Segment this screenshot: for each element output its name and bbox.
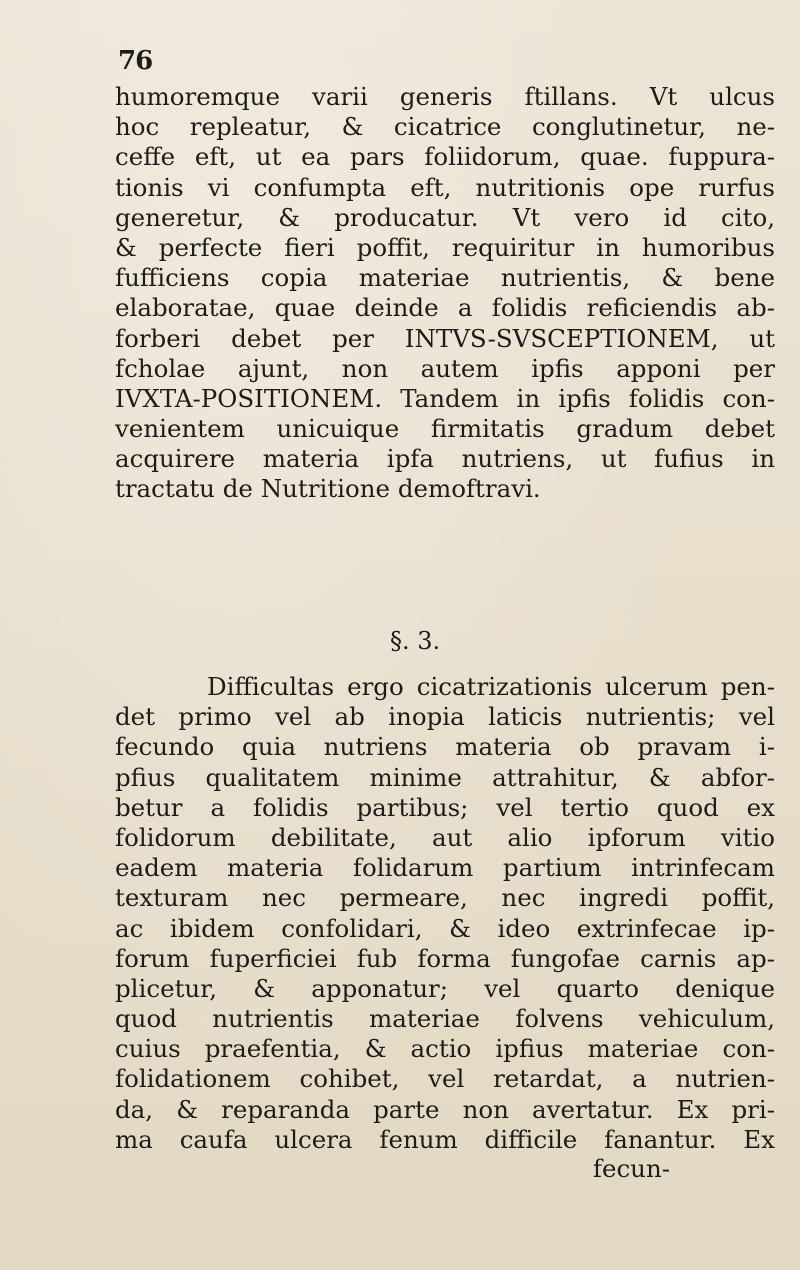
text-line: folidorum debilitate, aut alio ipforum vitio: [115, 822, 775, 852]
text-line: elaboratae, quae deinde a folidis reficiendis ab-: [115, 293, 775, 323]
text-line: eadem materia folidarum partium intrinfecam: [115, 853, 775, 883]
text-line: ac ibidem confolidari, & ideo extrinfecae ip-: [115, 913, 775, 943]
text-line: folidationem cohibet, vel retardat, a nutrien-: [115, 1064, 775, 1094]
text-line: forum fuperficiei fub forma fungofae carnis ap-: [115, 943, 775, 973]
text-line: & perfecte fieri poffit, requiritur in humoribus: [115, 232, 775, 262]
text-line: tractatu de Nutritione demoftravi.: [115, 474, 541, 504]
text-line: hoc repleatur, & cicatrice conglutinetur, ne-: [115, 112, 775, 142]
text-line: det primo vel ab inopia laticis nutrientis; vel: [115, 702, 775, 732]
text-line: pfius qualitatem minime attrahitur, & abfor-: [115, 762, 775, 792]
text-line: humoremque varii generis ftillans. Vt ulcus: [115, 82, 775, 111]
section-heading: §. 3.: [390, 627, 441, 655]
text-line: acquirere materia ipfa nutriens, ut fufius in: [115, 444, 775, 474]
text-line: generetur, & producatur. Vt vero id cito,: [115, 202, 775, 232]
text-line: ma caufa ulcera fenum difficile fanantur. Ex: [115, 1124, 775, 1154]
text-line: fcholae ajunt, non autem ipfis apponi per: [115, 353, 775, 383]
text-line: tionis vi confumpta eft, nutritionis ope rurfus: [115, 172, 775, 202]
text-line: IVXTA-POSITIONEM. Tandem in ipfis folidis con-: [115, 383, 775, 413]
page-number: 76: [118, 46, 153, 76]
paragraph-2: [115, 672, 775, 1155]
text-line: plicetur, & apponatur; vel quarto denique: [115, 973, 775, 1003]
text-line: da, & reparanda parte non avertatur. Ex pri-: [115, 1094, 775, 1124]
text-line: cuius praefentia, & actio ipfius materiae con-: [115, 1034, 775, 1064]
catchword: fecun-: [592, 1154, 670, 1183]
text-line: forberi debet per INTVS-SVSCEPTIONEM, ut: [115, 323, 775, 353]
text-line: fufficiens copia materiae nutrientis, & bene: [115, 263, 775, 293]
text-line: texturam nec permeare, nec ingredi poffit,: [115, 883, 775, 913]
text-line: Difficultas ergo cicatrizationis ulcerum pen-: [207, 672, 775, 701]
text-line: betur a folidis partibus; vel tertio quod ex: [115, 792, 775, 822]
text-line: quod nutrientis materiae folvens vehiculum,: [115, 1004, 775, 1034]
text-line: ceffe eft, ut ea pars foliidorum, quae. fuppura-: [115, 142, 775, 172]
text-line: venientem unicuique firmitatis gradum debet: [115, 414, 775, 444]
text-line: fecundo quia nutriens materia ob pravam i-: [115, 732, 775, 762]
paragraph-1: [115, 82, 775, 505]
